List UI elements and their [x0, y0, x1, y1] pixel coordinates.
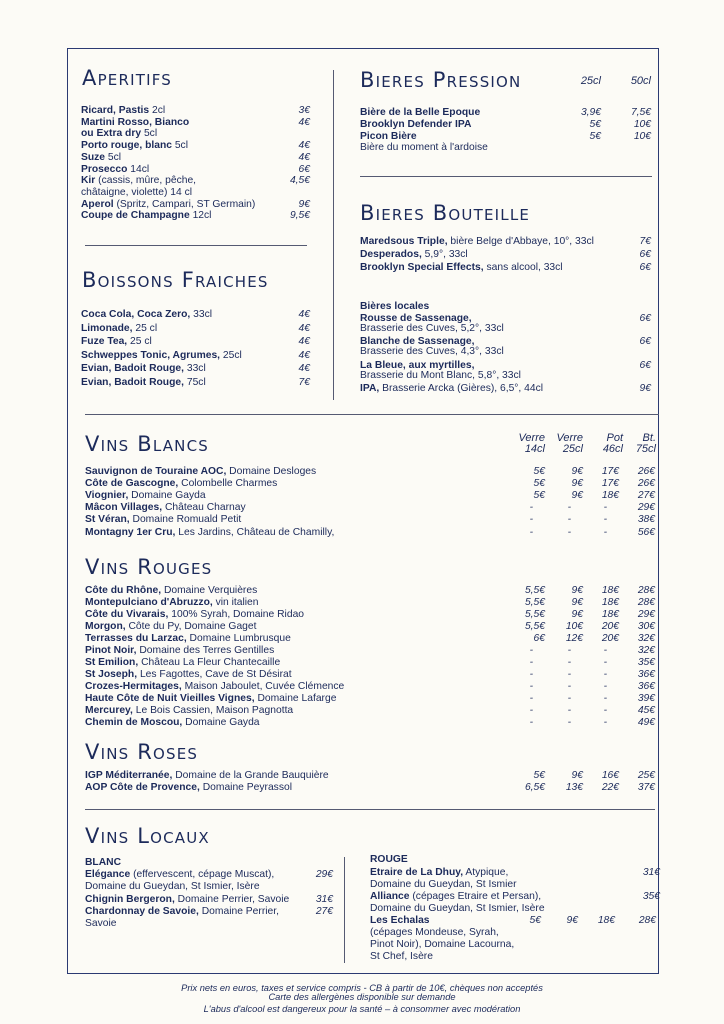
price-col-1: -: [529, 526, 533, 538]
item-label: [81, 199, 255, 211]
price-col-3: -: [603, 705, 607, 716]
item-label: [81, 105, 165, 117]
item-label: [360, 107, 480, 119]
item-price: 31€: [642, 867, 660, 878]
item-detail: Brasserie des Cuves, 4,3°, 33cl: [360, 346, 504, 357]
item-detail: Château La Fleur Chantecaille: [138, 657, 281, 668]
item-name: Fuze Tea,: [81, 336, 128, 347]
price-col-3: 18€: [601, 609, 619, 620]
footer-alcohol-warning: L'abus d'alcool est dangereux pour la santé – à consommer avec modération: [203, 1004, 521, 1014]
item-label: [85, 527, 334, 539]
price-col-2: -: [567, 657, 571, 668]
item-label: [81, 377, 206, 389]
item-label: [85, 502, 246, 514]
item-detail: Colombelle Charmes: [178, 478, 278, 490]
vins-blancs-title: Vins Blancs: [85, 432, 209, 456]
price-col-4: 28€: [638, 915, 656, 926]
price-col-4: 28€: [637, 585, 655, 596]
item-name: Evian, Badoit Rouge,: [81, 363, 184, 374]
item-detail: (effervescent, cépage Muscat),: [130, 869, 275, 880]
price-col-2: 9€: [571, 770, 583, 781]
price-col-4: 49€: [637, 717, 655, 728]
item-detail: Brasserie du Mont Blanc, 5,8°, 33cl: [360, 370, 521, 381]
item-name: Suze: [81, 151, 106, 163]
header-verre-25cl: Verre 25cl: [556, 432, 583, 455]
item-name: ou Extra dry: [81, 128, 142, 140]
price-col-3: -: [603, 693, 607, 704]
item-name: Brooklyn Special Effects,: [360, 262, 484, 273]
price-col-3: 17€: [601, 466, 619, 477]
item-detail: Maison Jaboulet, Cuvée Clémence: [181, 681, 345, 692]
price-col-3: -: [603, 681, 607, 692]
item-label: [85, 585, 257, 597]
item-detail: Le Bois Cassien, Maison Pagnotta: [132, 705, 294, 716]
item-name: Morgon,: [85, 621, 126, 632]
price-col-1: 6,5€: [524, 782, 545, 793]
price-col-3: 18€: [601, 597, 619, 608]
price-col-4: 45€: [637, 705, 655, 716]
item-price: 31€: [315, 894, 333, 905]
price-col-1: 5€: [529, 915, 541, 926]
item-detail: Brasserie Arcka (Gières), 6,5°, 44cl: [379, 383, 544, 394]
price-col-4: 29€: [637, 609, 655, 620]
item-name: St Joseph,: [85, 669, 138, 680]
item-price: 27€: [315, 906, 333, 917]
price-col-1: 5,5€: [524, 609, 545, 620]
pression-col-25cl: 25cl: [580, 75, 601, 87]
item-name: Maredsous Triple,: [360, 236, 448, 247]
item-name: Viognier,: [85, 490, 129, 502]
item-detail: 12cl: [189, 210, 212, 222]
pression-title: Bieres Pression: [360, 68, 522, 92]
item-detail: 2cl: [149, 105, 166, 116]
item-name: Chardonnay de Savoie,: [85, 906, 199, 917]
item-label: [360, 262, 563, 274]
price-col-2: 9€: [571, 466, 583, 477]
item-name: Picon Bière: [360, 131, 417, 142]
item-name: Brooklyn Defender IPA: [360, 119, 472, 130]
item-price: 35€: [642, 891, 660, 902]
item-name: La Bleue, aux myrtilles,: [360, 360, 475, 371]
price-col-2: -: [567, 669, 571, 680]
price-col-3: 18€: [597, 915, 615, 926]
item-name: Alliance: [370, 891, 410, 902]
price-col-1: 5€: [533, 770, 545, 781]
price-col-2: -: [567, 514, 571, 526]
item-detail: Atypique,: [463, 867, 509, 878]
price-col-3: 18€: [601, 490, 619, 502]
item-label: [81, 128, 157, 140]
price-col-1: -: [529, 514, 533, 526]
item-label: [85, 906, 279, 918]
price-col-2: -: [567, 717, 571, 728]
vins-roses-title: Vins Roses: [85, 740, 199, 764]
price-col-4: 36€: [637, 669, 655, 680]
item-detail: 5cl: [171, 140, 188, 152]
price-col-1: -: [529, 502, 533, 514]
item-detail: Domaine Perrier, Savoie: [174, 894, 290, 905]
item-name: Blanche de Sassenage,: [360, 336, 475, 347]
item-label: [85, 657, 280, 669]
header-verre-14cl: Verre 14cl: [518, 432, 545, 455]
item-name: Côte du Vivarais,: [85, 609, 169, 620]
price-col-1: -: [529, 669, 533, 680]
item-detail: Savoie: [85, 918, 117, 929]
item-name: Prosecco: [81, 163, 128, 175]
item-name: Chemin de Moscou,: [85, 717, 183, 728]
price-col-1: 5€: [533, 490, 545, 502]
pression-note: Bière du moment à l'ardoise: [360, 142, 488, 153]
price-col-1: 5,5€: [524, 585, 545, 596]
item-name: Terrasses du Larzac,: [85, 633, 187, 644]
item-label: [81, 164, 149, 176]
item-label: [81, 309, 212, 321]
item-detail: Domaine du Gueydan, St Ismier, Isère: [85, 881, 260, 892]
item-name: Martini Rosso, Bianco: [81, 116, 190, 128]
price-col-3: 16€: [601, 770, 619, 781]
price-25cl: 5€: [589, 119, 601, 130]
item-detail: Château Charnay: [162, 502, 246, 514]
item-name: Limonade,: [81, 322, 133, 334]
price-col-2: 9€: [566, 915, 578, 926]
price-col-2: -: [567, 526, 571, 538]
item-detail: 75cl: [183, 376, 206, 388]
item-detail: Les Fagottes, Cave de St Désirat: [137, 669, 292, 680]
item-name: AOP Côte de Provence,: [85, 782, 200, 793]
item-detail: Côte du Py, Domaine Gaget: [125, 621, 257, 632]
price-col-1: -: [529, 717, 533, 728]
item-name: Sauvignon de Touraine AOC,: [85, 466, 227, 477]
price-col-3: 22€: [601, 782, 619, 793]
price-col-2: 12€: [565, 633, 583, 644]
item-detail: 100% Syrah, Domaine Ridao: [168, 609, 305, 620]
item-detail: Les Jardins, Château de Chamilly,: [175, 526, 335, 538]
item-detail: 25cl: [220, 349, 242, 361]
price-col-4: 26€: [637, 466, 655, 477]
price-col-4: 30€: [637, 621, 655, 632]
item-label: [360, 131, 417, 143]
item-price: 29€: [315, 869, 333, 880]
item-name: Mâcon Villages,: [85, 502, 163, 514]
item-detail: Domaine Gayda: [128, 490, 206, 502]
item-label: [360, 383, 543, 395]
item-detail: 14cl: [127, 163, 150, 175]
item-label: [85, 597, 259, 609]
item-name: IGP Méditerranée,: [85, 770, 173, 781]
item-name: Rousse de Sassenage,: [360, 313, 472, 324]
item-label: [85, 478, 277, 490]
item-detail: Domaine Peyrassol: [199, 782, 292, 793]
price-col-3: -: [603, 514, 607, 526]
item-price: 4€: [298, 140, 310, 152]
price-col-1: 5€: [533, 478, 545, 490]
divider: [360, 176, 652, 177]
pression-col-50cl: 50cl: [630, 75, 651, 87]
item-label: [81, 210, 211, 222]
item-label: [85, 645, 274, 657]
price-col-3: -: [603, 657, 607, 668]
item-label: [81, 175, 196, 187]
item-label: [85, 669, 292, 681]
item-name: Desperados,: [360, 249, 422, 260]
item-label: [370, 915, 430, 927]
price-col-1: -: [529, 693, 533, 704]
item-price: 4€: [298, 309, 310, 320]
item-detail: 5,9°, 33cl: [421, 249, 468, 260]
item-detail: Domaine Perrier,: [198, 906, 279, 917]
item-detail: 25 cl: [127, 336, 152, 347]
item-label: [81, 323, 157, 335]
item-price: 6€: [639, 262, 651, 273]
item-detail: 5cl: [141, 128, 158, 140]
locaux-blanc-heading: BLANC: [85, 857, 122, 868]
item-name: Pinot Noir,: [85, 645, 137, 656]
item-price: 7€: [298, 376, 310, 388]
item-label: [85, 466, 316, 478]
item-label: [85, 782, 292, 794]
item-name: Haute Côte de Nuit Vieilles Vignes,: [85, 693, 255, 704]
item-detail: 5cl: [105, 151, 122, 163]
bieres-locales-heading: Bières locales: [360, 301, 430, 312]
item-name: Montepulciano d'Abruzzo,: [85, 597, 213, 608]
price-col-4: 36€: [637, 681, 655, 692]
price-col-4: 37€: [637, 782, 655, 793]
item-name: Elégance: [85, 869, 131, 880]
item-name: Kir: [81, 175, 96, 187]
item-name: Côte du Rhône,: [85, 585, 162, 596]
item-label: [85, 681, 344, 693]
item-detail: (cassis, mûre, pêche,: [95, 175, 197, 187]
divider: [85, 414, 659, 415]
price-col-3: -: [603, 645, 607, 656]
price-col-3: 17€: [601, 478, 619, 490]
price-50cl: 7,5€: [630, 107, 651, 118]
item-label: [85, 633, 291, 645]
item-detail: 33cl: [190, 309, 213, 320]
price-col-4: 39€: [637, 693, 655, 704]
price-col-1: 5,5€: [524, 621, 545, 632]
item-label: [81, 363, 206, 375]
item-label: [85, 490, 206, 502]
price-col-4: 38€: [637, 514, 655, 526]
item-label: [370, 867, 508, 879]
price-col-3: 20€: [601, 621, 619, 632]
item-price: 6€: [639, 249, 651, 260]
item-name: Montagny 1er Cru,: [85, 526, 176, 538]
price-col-2: 10€: [565, 621, 583, 632]
price-col-1: -: [529, 705, 533, 716]
item-name: Schweppes Tonic, Agrumes,: [81, 349, 221, 361]
item-name: St Véran,: [85, 514, 130, 526]
item-price: 9,5€: [289, 210, 310, 222]
price-col-3: 20€: [601, 633, 619, 644]
item-name: Porto rouge, blanc: [81, 140, 172, 152]
item-detail: bière Belge d'Abbaye, 10°, 33cl: [447, 236, 594, 247]
divider: [85, 245, 307, 246]
item-label: [85, 621, 257, 633]
item-price: 6€: [298, 163, 310, 175]
item-price: 4€: [298, 336, 310, 347]
item-price: 9€: [639, 383, 651, 394]
price-col-4: 32€: [637, 645, 655, 656]
price-col-1: 5€: [533, 466, 545, 477]
item-detail: Brasserie des Cuves, 5,2°, 33cl: [360, 323, 504, 334]
item-label: [85, 894, 289, 906]
item-name: Crozes-Hermitages,: [85, 681, 182, 692]
price-col-2: -: [567, 705, 571, 716]
price-col-2: -: [567, 645, 571, 656]
price-col-1: 5,5€: [524, 597, 545, 608]
item-label: [81, 117, 189, 129]
price-col-4: 26€: [637, 478, 655, 490]
item-detail: châtaigne, violette) 14 cl: [81, 186, 193, 198]
item-label: [360, 249, 468, 261]
price-col-2: 9€: [571, 490, 583, 502]
item-name: Etraire de La Dhuy,: [370, 867, 464, 878]
item-detail: Domaine de la Grande Bauquière: [172, 770, 329, 781]
item-detail: Domaine Lafarge: [254, 693, 337, 704]
item-label: [85, 770, 329, 782]
item-name: IPA,: [360, 383, 380, 394]
price-col-4: 29€: [637, 502, 655, 514]
item-price: 7€: [639, 236, 651, 247]
item-price: 6€: [639, 360, 651, 371]
item-detail: 25 cl: [132, 322, 158, 334]
item-detail: (cépages Mondeuse, Syrah,: [370, 927, 499, 938]
price-col-2: -: [567, 502, 571, 514]
footer-prices-note: Prix nets en euros, taxes et service compris - CB à partir de 10€, chèques non acceptés: [181, 983, 543, 993]
item-label: [81, 152, 121, 164]
price-50cl: 10€: [633, 131, 651, 142]
item-detail: vin italien: [212, 597, 259, 608]
price-col-3: -: [603, 526, 607, 538]
item-price: 4€: [298, 322, 310, 334]
item-name: Aperol: [81, 198, 114, 210]
price-col-1: -: [529, 645, 533, 656]
item-label: [81, 187, 192, 199]
price-col-3: 18€: [601, 585, 619, 596]
column-divider: [333, 70, 334, 400]
footer-allergens-note: Carte des allergènes disponible sur demande: [268, 992, 456, 1002]
vins-locaux-title: Vins Locaux: [85, 824, 210, 848]
item-detail: (cépages Etraire et Persan),: [409, 891, 542, 902]
item-name: St Emilion,: [85, 657, 139, 668]
price-col-4: 32€: [637, 633, 655, 644]
price-col-1: 6€: [533, 633, 545, 644]
item-price: 4€: [298, 116, 310, 128]
price-25cl: 3,9€: [580, 107, 601, 118]
item-price: 4€: [298, 349, 310, 361]
price-col-4: 28€: [637, 597, 655, 608]
item-detail: Pinot Noir), Domaine Lacourna,: [370, 939, 515, 950]
item-label: [81, 350, 242, 362]
item-name: Côte de Gascogne,: [85, 478, 179, 490]
aperitifs-title: Aperitifs: [82, 66, 173, 90]
price-col-2: -: [567, 693, 571, 704]
header-bouteille-75cl: Bt. 75cl: [635, 432, 656, 455]
price-50cl: 10€: [633, 119, 651, 130]
item-name: Coca Cola, Coca Zero,: [81, 309, 191, 320]
item-detail: St Chef, Isère: [370, 951, 433, 962]
item-label: [85, 717, 260, 729]
boissons-title: Boissons Fraiches: [82, 268, 269, 292]
item-price: 3€: [298, 105, 310, 116]
price-col-3: -: [603, 502, 607, 514]
item-price: 6€: [639, 336, 651, 347]
price-col-2: 9€: [571, 597, 583, 608]
item-label: [360, 236, 594, 248]
item-label: [81, 140, 188, 152]
item-label: [85, 514, 241, 526]
price-col-1: -: [529, 657, 533, 668]
item-name: Chignin Bergeron,: [85, 894, 175, 905]
item-detail: Domaine du Gueydan, St Ismier: [370, 879, 517, 890]
price-col-3: -: [603, 717, 607, 728]
price-25cl: 5€: [589, 131, 601, 142]
price-col-2: 13€: [565, 782, 583, 793]
price-col-4: 35€: [637, 657, 655, 668]
price-col-4: 27€: [637, 490, 655, 502]
price-col-3: -: [603, 669, 607, 680]
item-detail: Domaine Romuald Petit: [129, 514, 242, 526]
divider: [85, 809, 655, 810]
item-label: [360, 119, 471, 131]
price-col-4: 56€: [637, 526, 655, 538]
vins-rouges-title: Vins Rouges: [85, 555, 213, 579]
item-price: 6€: [639, 313, 651, 324]
item-detail: 33cl: [183, 363, 206, 374]
item-detail: (Spritz, Campari, ST Germain): [113, 198, 256, 210]
item-label: [85, 693, 336, 705]
bouteille-title: Bieres Bouteille: [360, 201, 531, 225]
item-detail: Domaine des Terres Gentilles: [136, 645, 275, 656]
item-label: [85, 869, 274, 881]
column-divider: [344, 857, 345, 963]
item-name: Evian, Badoit Rouge,: [81, 376, 184, 388]
item-price: 4,5€: [289, 175, 310, 187]
item-detail: Domaine Verquières: [161, 585, 258, 596]
price-col-2: -: [567, 681, 571, 692]
price-col-1: -: [529, 681, 533, 692]
item-detail: Domaine Desloges: [226, 466, 317, 477]
item-detail: Domaine Lumbrusque: [186, 633, 291, 644]
item-label: [81, 336, 152, 348]
item-name: Ricard, Pastis: [81, 105, 150, 116]
item-label: [85, 705, 293, 717]
item-name: Mercurey,: [85, 705, 133, 716]
item-detail: Domaine du Gueydan, St Ismier, Isère: [370, 903, 545, 914]
price-col-2: 9€: [571, 585, 583, 596]
price-col-4: 25€: [637, 770, 655, 781]
item-detail: Domaine Gayda: [182, 717, 260, 728]
item-price: 9€: [298, 198, 310, 210]
price-col-2: 9€: [571, 609, 583, 620]
item-label: [370, 891, 541, 903]
item-name: Coupe de Champagne: [81, 210, 190, 222]
item-price: 4€: [298, 151, 310, 163]
item-detail: sans alcool, 33cl: [483, 262, 563, 273]
item-name: Bière de la Belle Epoque: [360, 107, 481, 118]
item-label: [85, 609, 304, 621]
header-pot-46cl: Pot 46cl: [602, 432, 623, 455]
item-price: 4€: [298, 363, 310, 374]
price-col-2: 9€: [571, 478, 583, 490]
locaux-rouge-heading: ROUGE: [370, 854, 408, 865]
item-name: Les Echalas: [370, 915, 430, 926]
